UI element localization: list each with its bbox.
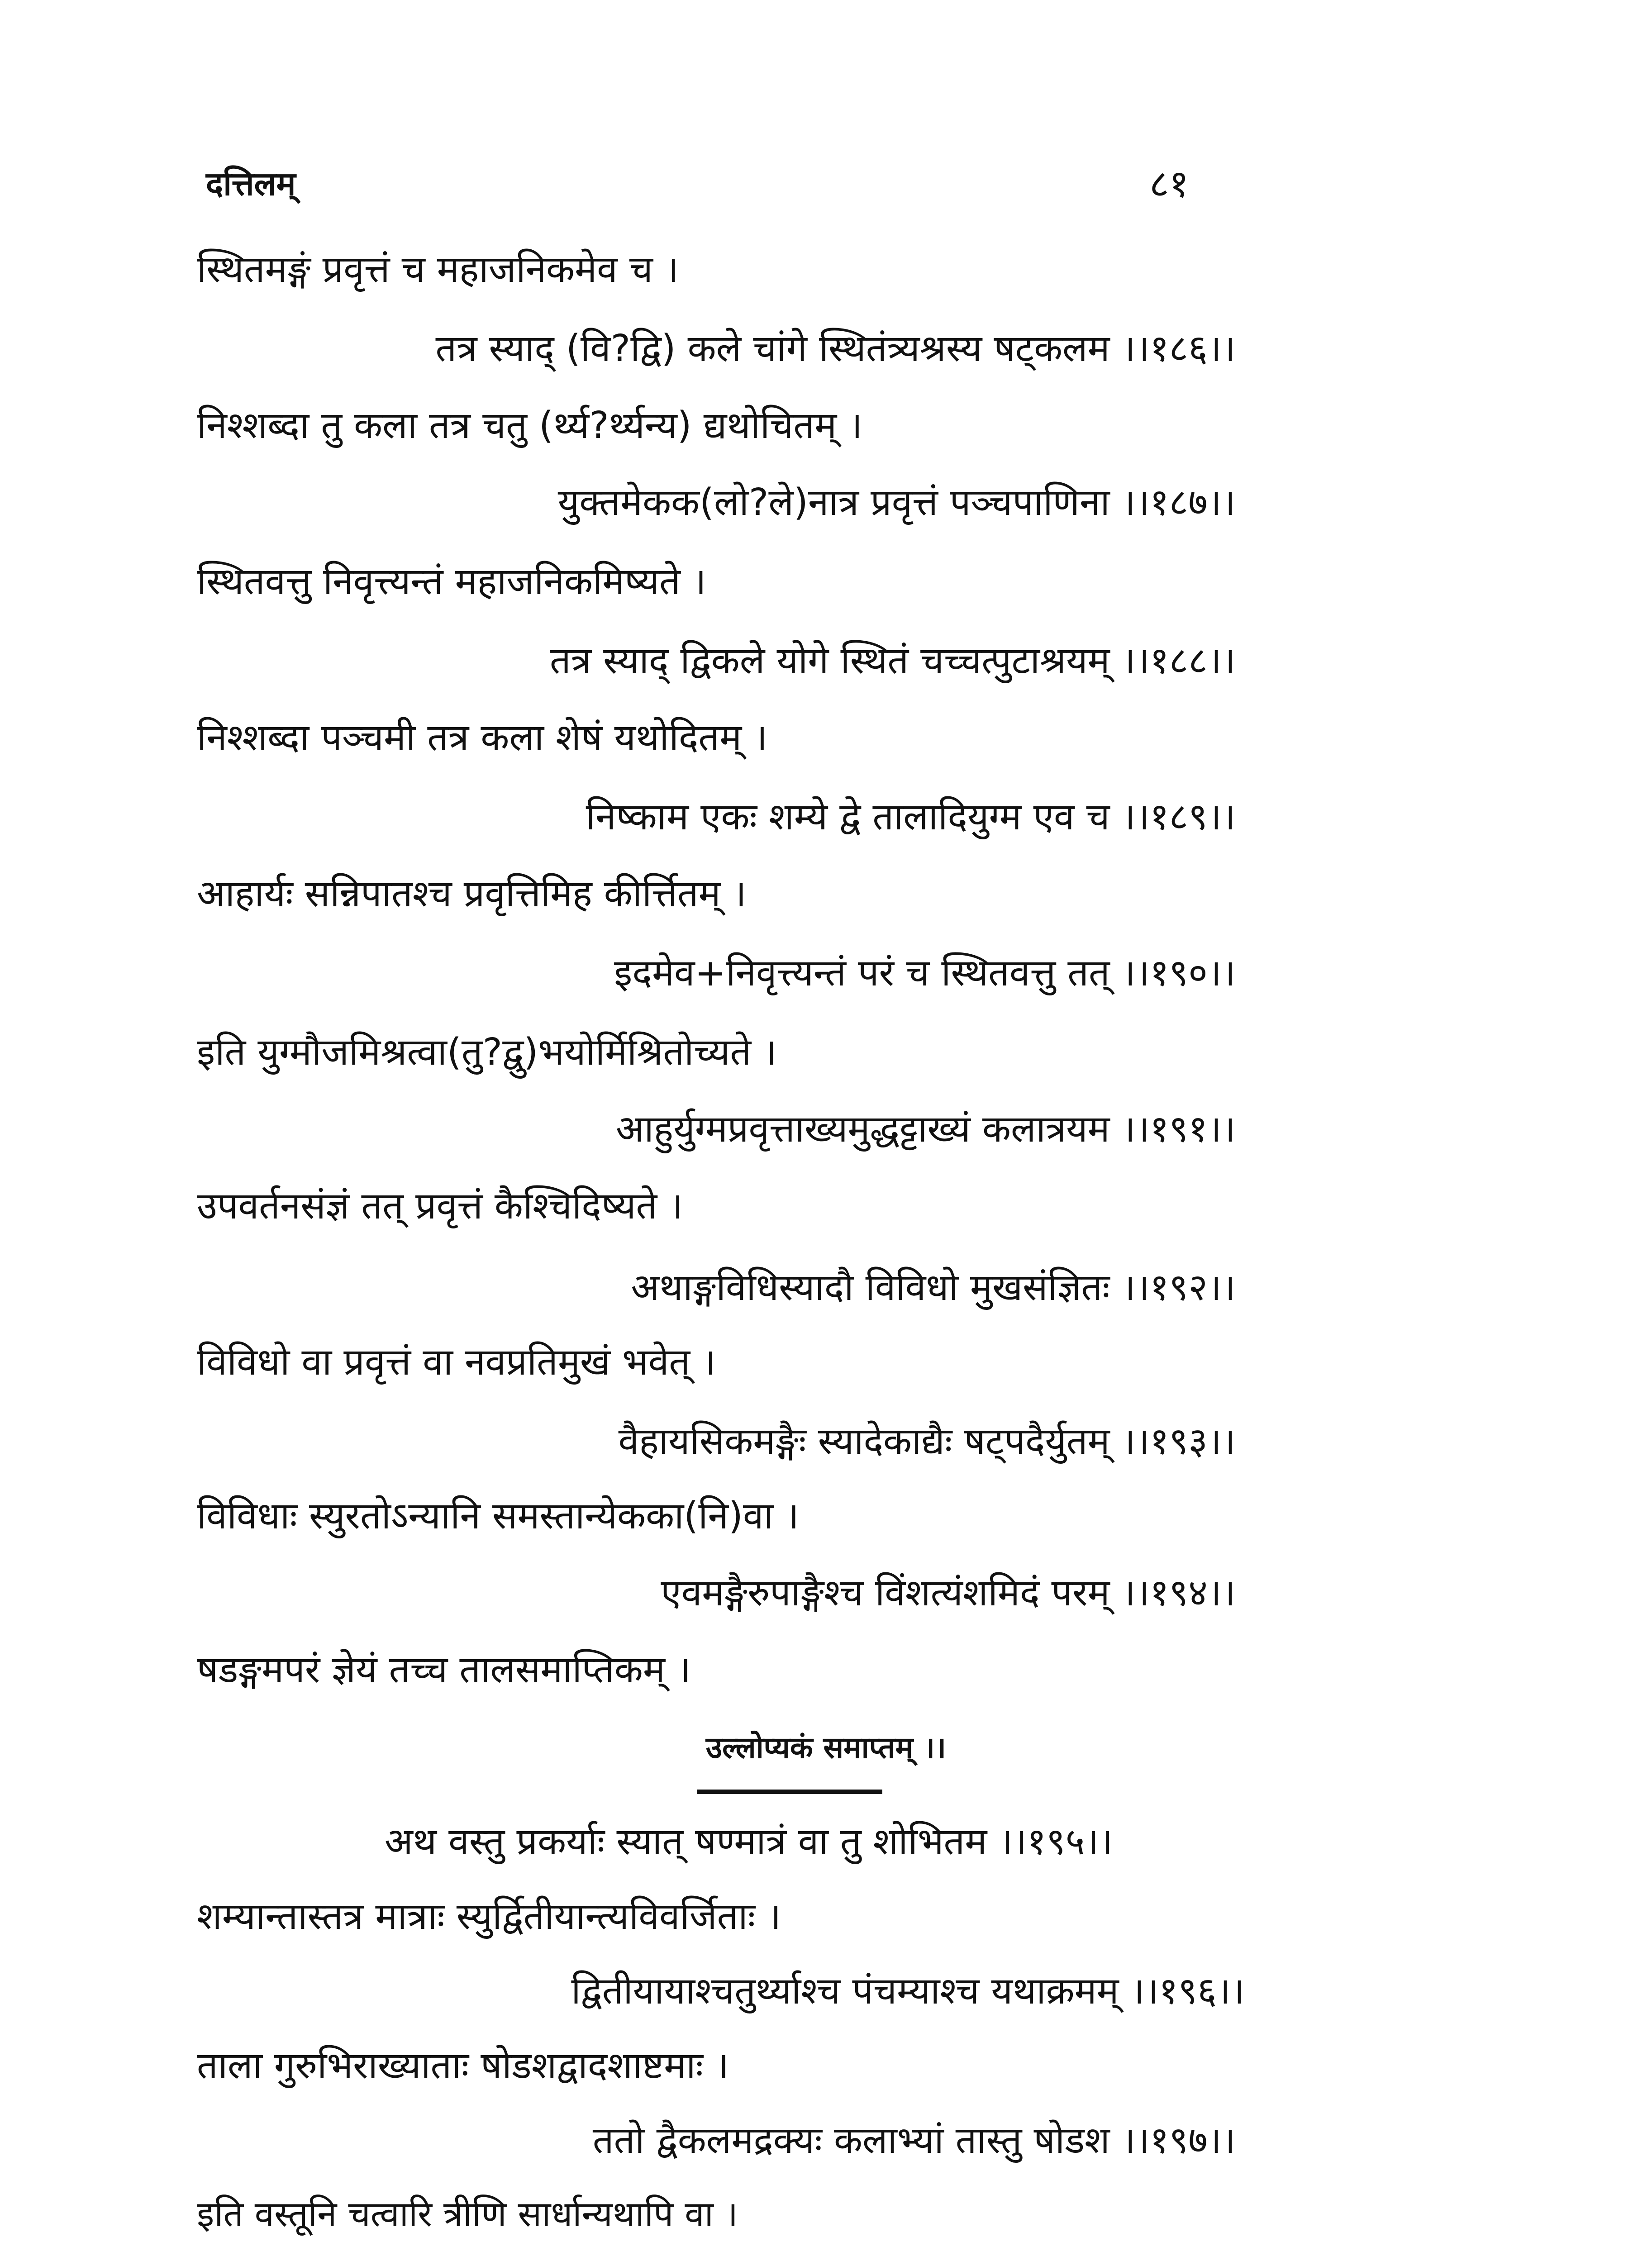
- verse-line: तत्र स्याद् द्विकले योगे स्थितं चच्चत्पुटाश्रयम् ।।१८८।।: [550, 639, 1236, 682]
- verse-line: आहुर्युग्मप्रवृत्ताख्यमुद्धट्टाख्यं कलात्रयम ।।१९१।।: [615, 1108, 1236, 1151]
- verse-line: निश्शब्दा तु कला तत्र चतु (र्थ्य?र्थ्यन्य) द्यथोचितम् ।: [197, 404, 863, 447]
- verse-line: वैहायसिकमङ्गैः स्यादेकाद्यैः षट्पदैर्युतम् ।।१९३।।: [618, 1420, 1236, 1463]
- verse-line: ताला गुरुभिराख्याताः षोडशद्वादशाष्टमाः ।: [197, 2044, 729, 2087]
- verse-line: विविधाः स्युरतोऽन्यानि समस्तान्येकका(नि)वा ।: [197, 1495, 800, 1537]
- verse-line: इदमेव+निवृत्त्यन्तं परं च स्थितवत्तु तत् ।।१९०।।: [614, 952, 1236, 995]
- verse-line: आहार्यः सन्निपातश्च प्रवृत्तिमिह कीर्त्तितम् ।: [197, 872, 747, 915]
- running-title: दत्तिलम्: [206, 165, 296, 203]
- verse-line: विविधो वा प्रवृत्तं वा नवप्रतिमुखं भवेत् ।: [197, 1341, 716, 1384]
- verse-line: स्थितवत्तु निवृत्त्यन्तं महाजनिकमिष्यते ।: [197, 560, 706, 603]
- section-divider: [697, 1790, 882, 1794]
- verse-line: उपवर्तनसंज्ञं तत् प्रवृत्तं कैश्चिदिष्यते ।: [197, 1185, 683, 1228]
- verse-line: निश्शब्दा पञ्चमी तत्र कला शेषं यथोदितम् ।: [197, 716, 768, 759]
- verse-line: इति वस्तूनि चत्वारि त्रीणि सार्धान्यथापि वा ।: [197, 2194, 738, 2235]
- page-number: ८१: [1149, 162, 1189, 206]
- verse-line: तत्र स्याद् (वि?द्वि) कले चांगे स्थितंत्र्यश्रस्य षट्कलम ।।१८६।।: [435, 327, 1236, 370]
- section-end-heading: उल्लोप्यकं समाप्तम् ।।: [705, 1730, 947, 1765]
- verse-line: अथ वस्तु प्रकर्याः स्यात् षण्मात्रं वा तु शोभितम ।।१९५।।: [385, 1820, 1113, 1863]
- verse-line: ततो द्वैकलमद्रक्यः कलाभ्यां तास्तु षोडश ।।१९७।।: [592, 2119, 1236, 2162]
- verse-line: इति युग्मौजमिश्रत्वा(तु?द्वु)भयोर्मिश्रितोच्यते ।: [197, 1031, 777, 1074]
- verse-line: द्वितीयायाश्चतुर्थ्याश्च पंचम्याश्च यथाक्रमम् ।।१९६।।: [571, 1970, 1245, 2013]
- verse-line: निष्काम एकः शम्ये द्वे तालादियुग्म एव च ।।१८९।।: [586, 795, 1236, 838]
- verse-line: अथाङ्गविधिस्यादौ विविधो मुखसंज्ञितः ।।१९२।।: [631, 1266, 1236, 1309]
- verse-line: स्थितमङ्गं प्रवृत्तं च महाजनिकमेव च ।: [197, 248, 679, 291]
- verse-line: एवमङ्गैरुपाङ्गैश्च विंशत्यंशमिदं परम् ।।१९४।।: [661, 1571, 1236, 1614]
- verse-line: षडङ्गमपरं ज्ञेयं तच्च तालसमाप्तिकम् ।: [197, 1648, 691, 1691]
- verse-line: युक्तमेकक(लो?ले)नात्र प्रवृत्तं पञ्चपाणिना ।।१८७।।: [557, 481, 1236, 524]
- verse-line: शम्यान्तास्तत्र मात्राः स्युर्द्वितीयान्त्यविवर्जिताः ।: [197, 1895, 781, 1938]
